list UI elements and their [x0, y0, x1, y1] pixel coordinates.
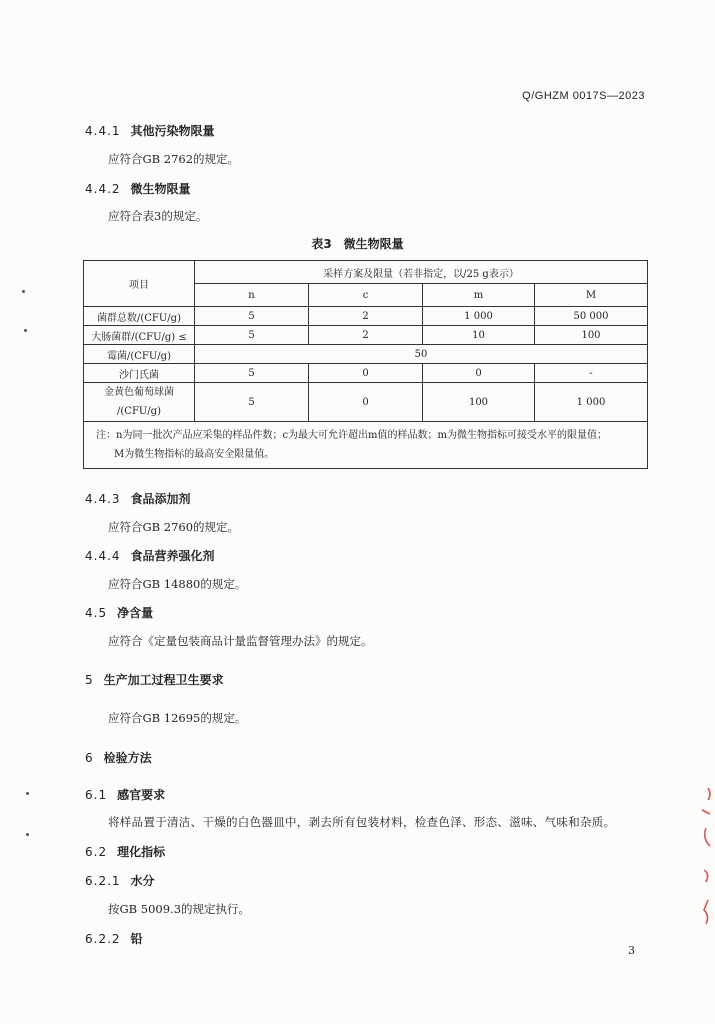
cell-n: 5 [195, 326, 309, 345]
note-line-1: 注：n为同一批次产品应采集的样品件数；c为最大可允许超出m值的样品数；m为微生物指标可接受水平的限量值； [96, 430, 608, 441]
section-number: 5 [85, 673, 94, 687]
cell-item: 霉菌/(CFU/g) [84, 345, 195, 364]
cell-m: 100 [423, 383, 535, 422]
section-4-4-3-heading [85, 490, 191, 507]
section-title: 理化指标 [117, 845, 166, 859]
cell-item: 大肠菌群/(CFU/g) ≤ [84, 326, 195, 345]
page-number: 3 [628, 944, 635, 957]
cell-item-line1: 金黄色葡萄球菌 [104, 387, 174, 398]
section-4-4-1-text: 应符合GB 2762的规定。 [108, 152, 240, 166]
table-row [84, 326, 648, 345]
section-6-1-text: 将样品置于清洁、干燥的白色器皿中，剥去所有包装材料，检查色泽、形态、滋味、气味和杂质。 [108, 815, 616, 829]
section-6-heading [85, 749, 152, 766]
seal-fragment-icon [696, 780, 715, 930]
cell-M: - [535, 364, 648, 383]
scan-dot [24, 329, 27, 332]
section-4-4-2-text: 应符合表3的规定。 [108, 209, 208, 223]
cell-M: 1 000 [535, 383, 648, 422]
section-5-heading [85, 671, 224, 688]
cell-item: 沙门氏菌 [84, 364, 195, 383]
section-title: 净含量 [117, 606, 154, 620]
header-item: 项目 [84, 261, 195, 307]
header-n: n [195, 284, 309, 307]
section-title: 微生物限量 [130, 182, 191, 196]
section-number: 6.2.2 [85, 932, 121, 946]
cell-item-line2: /(CFU/g) [117, 406, 161, 417]
cell-M: 100 [535, 326, 648, 345]
cell-item: 菌群总数/(CFU/g) [84, 307, 195, 326]
table-row [84, 383, 648, 422]
section-number: 4.4.2 [85, 182, 121, 196]
table-row [84, 364, 648, 383]
cell-m: 0 [423, 364, 535, 383]
cell-c: 0 [309, 383, 423, 422]
section-4-4-2-heading [85, 180, 191, 197]
section-title: 检验方法 [103, 751, 152, 765]
header-c: c [309, 284, 423, 307]
section-6-2-1-heading [85, 872, 155, 889]
header-M: M [535, 284, 648, 307]
table-row [84, 307, 648, 326]
cell-n: 5 [195, 383, 309, 422]
table-row [84, 345, 648, 364]
document-code: Q/GHZM 0017S—2023 [522, 90, 645, 102]
section-number: 4.4.1 [85, 124, 121, 138]
section-number: 4.5 [85, 606, 108, 620]
cell-merged-limit: 50 [195, 345, 648, 364]
cell-item [84, 383, 195, 422]
header-sampling-plan: 采样方案及限量（若非指定，以/25 g表示） [195, 261, 648, 284]
section-6-2-heading [85, 843, 165, 860]
section-number: 6.1 [85, 788, 108, 802]
section-number: 6.2.1 [85, 874, 121, 888]
section-4-5-text: 应符合《定量包装商品计量监督管理办法》的规定。 [108, 634, 373, 648]
section-number: 6.2 [85, 845, 108, 859]
section-title: 其他污染物限量 [130, 124, 215, 138]
section-4-5-heading [85, 604, 153, 621]
cell-n: 5 [195, 307, 309, 326]
section-number: 4.4.4 [85, 549, 121, 563]
cell-n: 5 [195, 364, 309, 383]
section-4-4-3-text: 应符合GB 2760的规定。 [108, 520, 240, 534]
table-note [84, 422, 648, 469]
section-6-1-heading [85, 786, 165, 803]
cell-M: 50 000 [535, 307, 648, 326]
section-5-text: 应符合GB 12695的规定。 [108, 711, 247, 725]
section-title: 食品营养强化剂 [130, 549, 215, 563]
microbial-limits-table [83, 260, 648, 469]
header-m: m [423, 284, 535, 307]
section-number: 6 [85, 751, 94, 765]
section-title: 生产加工过程卫生要求 [103, 673, 224, 687]
section-4-4-4-text: 应符合GB 14880的规定。 [108, 577, 247, 591]
scan-dot [26, 833, 29, 836]
cell-m: 10 [423, 326, 535, 345]
scan-dot [26, 792, 29, 795]
section-title: 铅 [130, 932, 143, 946]
section-title: 水分 [130, 874, 155, 888]
cell-c: 0 [309, 364, 423, 383]
cell-c: 2 [309, 307, 423, 326]
section-title: 食品添加剂 [130, 492, 191, 506]
section-6-2-1-text: 按GB 5009.3的规定执行。 [108, 902, 251, 916]
table-3-caption: 表3 微生物限量 [311, 237, 404, 251]
scan-dot [22, 290, 25, 293]
section-4-4-1-heading [85, 122, 215, 139]
section-4-4-4-heading [85, 547, 215, 564]
section-title: 感官要求 [117, 788, 166, 802]
cell-m: 1 000 [423, 307, 535, 326]
section-number: 4.4.3 [85, 492, 121, 506]
cell-c: 2 [309, 326, 423, 345]
section-6-2-2-heading [85, 930, 143, 947]
note-line-2: M为微生物指标的最高安全限量值。 [114, 449, 275, 460]
